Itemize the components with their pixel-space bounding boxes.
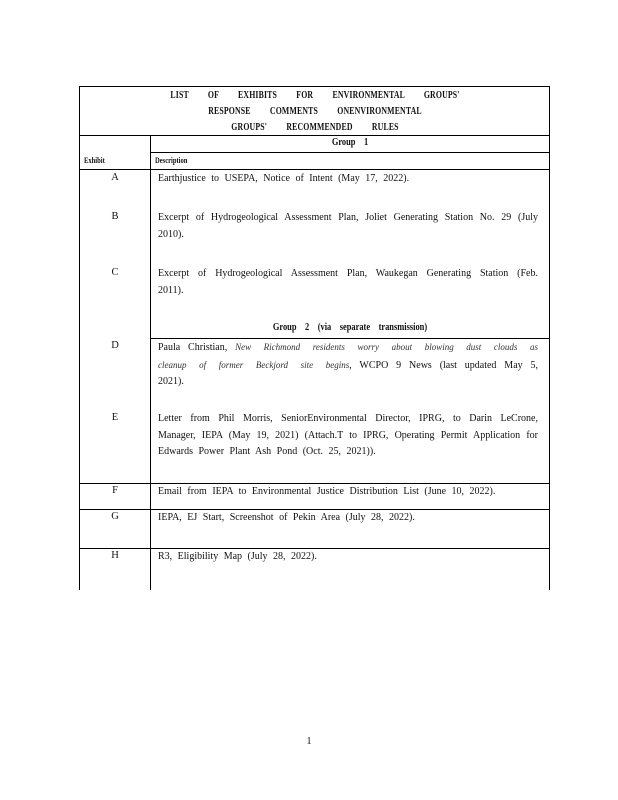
group1-divider xyxy=(150,152,550,153)
exhibit-d-author: Paula Christian, xyxy=(158,342,228,353)
column-divider xyxy=(150,135,151,590)
exhibit-letter-b: B xyxy=(111,211,119,222)
header-divider xyxy=(79,169,550,170)
exhibit-description-e: Letter from Phil Morris, SeniorEnvironmental Director, IPRG, to Darin LeCrone, Manager, IEPA (May 19, 2021) (Attach.T to IPRG, Operating Permit Application for Edwards Power Plant Ash Pond (Oct. 25, 2021)). xyxy=(158,413,538,457)
title-line-1: LIST OF EXHIBITS FOR ENVIRONMENTAL GROUPS' xyxy=(170,90,460,101)
exhibit-description-b: Excerpt of Hydrogeological Assessment Plan, Joliet Generating Station No. 29 (July 2010). xyxy=(158,212,538,240)
description-column-header: Description xyxy=(155,156,188,165)
table-top-border xyxy=(79,86,550,87)
title-line-3: GROUPS' RECOMMENDED RULES xyxy=(231,122,399,133)
exhibit-letter-c: C xyxy=(111,267,119,278)
exhibit-description-c: Excerpt of Hydrogeological Assessment Plan, Waukegan Generating Station (Feb. 2011). xyxy=(158,268,538,296)
exhibit-letter-f: F xyxy=(112,485,118,496)
exhibit-description-f: Email from IEPA to Environmental Justice Distribution List (June 10, 2022). xyxy=(158,486,496,497)
exhibit-description-h: R3, Eligibility Map (July 28, 2022). xyxy=(158,551,317,562)
document-title xyxy=(132,88,499,136)
title-line-2: RESPONSE COMMENTS ONENVIRONMENTAL xyxy=(208,106,422,117)
exhibit-letter-e: E xyxy=(111,412,119,423)
exhibit-d-article-title: New Richmond residents worry about blowing dust clouds as cleanup of former Beckjord site begins xyxy=(158,342,538,370)
exhibit-description-g: IEPA, EJ Start, Screenshot of Pekin Area (July 28, 2022). xyxy=(158,512,415,523)
exhibit-column-header: Exhibit xyxy=(84,156,105,165)
exhibit-letter-d: D xyxy=(111,340,119,351)
group1-heading: Group 1 xyxy=(331,137,369,148)
exhibit-letter-g: G xyxy=(111,511,119,522)
exhibit-description-a: Earthjustice to USEPA, Notice of Intent (May 17, 2022). xyxy=(158,173,410,184)
exhibit-letter-h: H xyxy=(111,550,119,561)
exhibit-d-source: , WCPO 9 News (last updated May 5, 2021). xyxy=(158,359,539,387)
page-number: 1 xyxy=(306,736,312,747)
group2-heading: Group 2 (via separate transmission) xyxy=(272,322,428,333)
exhibit-letter-a: A xyxy=(111,172,119,183)
exhibit-description-d xyxy=(158,339,538,391)
